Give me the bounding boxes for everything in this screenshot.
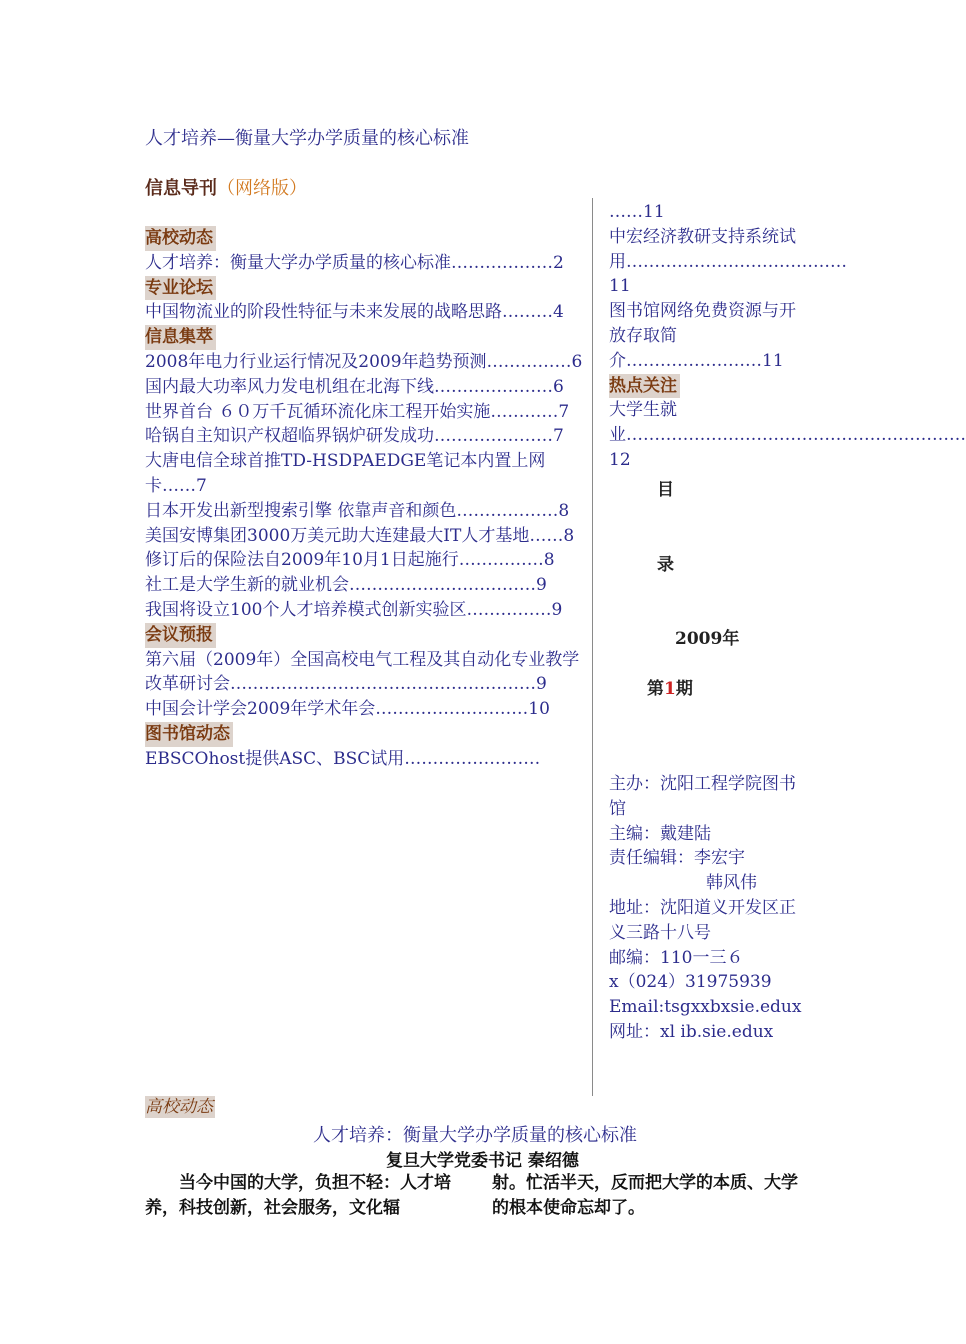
toc-entry[interactable] [145,524,583,549]
toc-section-title: 热点关注 [609,374,680,399]
toc-entry[interactable] [145,375,583,400]
toc-entry[interactable] [145,300,583,325]
address: 地址：沈阳道义开发区正义三路十八号 [609,897,796,943]
toc-entry-page: ……7 [524,401,570,422]
toc-entry-text: 2008年电力行业运行情况及2009年趋势预测…… [145,351,521,372]
editor: 主编：戴建陆 [609,823,711,844]
email[interactable]: Email:tsgxxbxsie.edux [609,997,802,1018]
toc-entry-page: ……2 [519,252,564,273]
toc-entry-page: ……8 [509,550,555,571]
toc-entry-text: 人才培养：衡量大学办学质量的核心标准………… [145,252,519,273]
column-divider [592,198,593,1096]
toc-entry-page: ……6 [519,376,564,397]
masthead-name: 信息导刊 [145,178,217,199]
article-title: 人才培养：衡量大学办学质量的核心标准 [313,1125,637,1146]
toc-entry-page: …………11 [694,350,784,371]
toc-entry-page: …………11 [609,251,847,297]
toc-entry[interactable] [145,747,583,772]
issue-number [647,674,693,699]
article-author: 复旦大学党委书记 秦绍德 [386,1151,579,1171]
toc-entry-text: 哈锅自主知识产权超临界锅炉研发成功…………… [145,426,519,447]
toc-cont-page[interactable]: ……11 [609,202,665,222]
toc-section-title: 图书馆动态 [145,722,233,747]
toc-entry-page: ………6 [520,351,583,372]
toc-entry[interactable] [145,350,583,375]
toc-section-title: 信息集萃 [145,325,216,350]
toc-entry[interactable] [145,499,583,524]
postcode: 邮编：110一三６ [609,947,744,968]
toc-entry[interactable] [145,424,583,449]
host: 主办：沈阳工程学院图书馆 [609,774,796,819]
toc-entry-text: 中国物流业的阶段性特征与未来发展的战略思路 [145,302,502,323]
issue-num: 1 [664,679,676,699]
responsible-editor-2: 韩风伟 [706,873,757,894]
publication-info [609,772,805,1045]
toc-entry-page: ……7 [162,475,207,496]
mu-char: 目 [657,480,674,500]
toc-entry[interactable] [145,400,583,425]
toc-entry-text: 大唐电信全球首推TD-HSDPAEDGE笔记本内置上网卡 [145,451,546,496]
toc-entry-page: ……9 [517,599,563,620]
toc-entry[interactable] [609,299,805,373]
lu-char: 录 [657,555,674,575]
masthead [145,174,307,200]
article-section: 高校动态 [145,1097,213,1117]
toc-entry-page: ………8 [507,500,570,521]
toc-entry-text: 日本开发出新型搜索引擎 依靠声音和颜色……… [145,500,508,521]
toc-entry[interactable] [145,598,583,623]
toc-entry-page: ………4 [502,302,564,323]
toc-section-title: 专业论坛 [145,276,216,301]
toc-entry-text: 第六届（2009年）全国高校电气工程及其自动化专业教学改革研讨会…………………………………… [145,649,580,695]
toc-entry-text: EBSCOhost提供ASC、BSC试用…………………… [145,748,541,769]
page-title: 人才培养—衡量大学办学质量的核心标准 [145,128,469,149]
website[interactable]: 网址：xl ib.sie.edux [609,1021,774,1042]
toc-entry-text: 我国将设立100个人才培养模式创新实验区……… [145,599,518,620]
toc-entry[interactable] [145,251,583,276]
toc-entry-text: 美国安博集团3000万美元助大连建最大IT人才基 [145,525,513,546]
toc-entry-text: 修订后的保险法自2009年10月1日起施行……… [145,550,510,571]
article-body-col2: 射。忙活半天，反而把大学的本质、大学的根本使命忘却了。 [492,1173,798,1218]
toc-entry[interactable] [145,548,583,573]
toc-entry-text: 世界首台 ６０万千瓦循环流化床工程开始实施…… [145,401,525,422]
issue-year: 2009年 [675,629,740,649]
toc-entry[interactable] [609,225,847,299]
toc-entry-page: ……9 [502,575,547,596]
toc-entry[interactable] [145,449,583,499]
toc-entry-page: …………9 [468,674,547,695]
responsible-editor: 责任编辑：李宏宇 [609,848,745,869]
issue-suffix: 期 [675,679,693,699]
toc-entry-text: 大学生就业………………………………………… [609,400,898,446]
article-body-col1: 当今中国的大学，负担不轻：人才培养，科技创新，社会服务，文化辐 [145,1173,451,1218]
toc-entry[interactable] [145,697,583,722]
masthead-version: （网络版） [217,178,307,199]
toc-entry-text: 社工是大学生新的就业机会……………………… [145,575,502,596]
toc-entry-text: 图书馆网络免费资源与开放存取简介………… [609,301,796,371]
issue-prefix: 第 [647,679,664,699]
toc-entry-text: 国内最大功率风力发电机组在北海下线…………… [145,376,519,397]
toc-entry-text: 中宏经济教研支持系统试用……………………… [609,226,796,272]
toc-entry-page: …………12 [609,425,966,470]
toc-entry[interactable] [609,398,966,472]
toc-section-title: 高校动态 [145,226,216,251]
toc-section-title: 会议预报 [145,623,216,648]
toc-entry-page: 地……8 [512,525,575,546]
toc-continued [609,200,966,473]
toc-entry-text: 中国会计学会2009年学术年会…………………… [145,699,512,720]
phone: x（024）31975939 [609,972,772,993]
table-of-contents [145,226,583,772]
toc-entry-page: …10 [511,699,550,720]
toc-entry-page: ……7 [519,426,564,447]
toc-entry[interactable] [145,573,583,598]
toc-entry[interactable] [145,648,583,698]
